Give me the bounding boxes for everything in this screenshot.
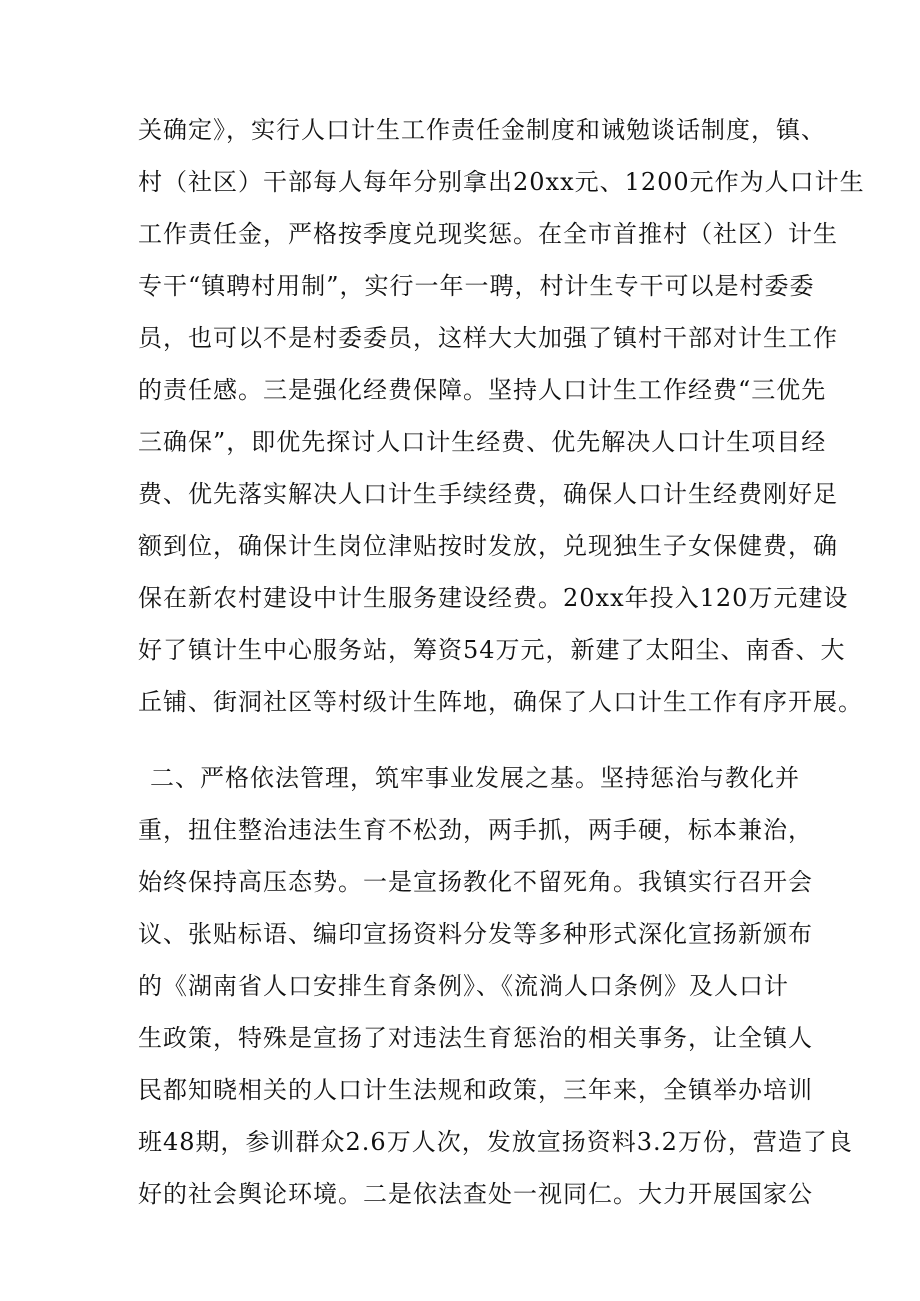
paragraph-line: 保在新农村建设中计生服务建设经费。20xx年投入120万元建设 — [138, 584, 849, 612]
paragraph-line: 重，扭住整治违法生育不松劲，两手抓，两手硬，标本兼治， — [138, 816, 813, 844]
paragraph-line: 班48期，参训群众2.6万人次，发放宣扬资料3.2万份，营造了良 — [138, 1128, 853, 1156]
paragraph-line: 费、优先落实解决人口计生手续经费，确保人口计生经费刚好足 — [138, 480, 838, 508]
paragraph-line: 三确保”，即优先探讨人口计生经费、优先解决人口计生项目经 — [138, 428, 827, 456]
paragraph-line: 生政策，特殊是宣扬了对违法生育惩治的相关事务，让全镇人 — [138, 1024, 813, 1052]
paragraph-line: 始终保持高压态势。一是宣扬教化不留死角。我镇实行召开会 — [138, 868, 813, 896]
paragraph-line: 工作责任金，严格按季度兑现奖惩。在全市首推村（社区）计生 — [138, 220, 838, 248]
paragraph-line: 的《湖南省人口安排生育条例》、《流淌人口条例》及人口计 — [138, 972, 789, 1000]
paragraph-line: 丘铺、街洞社区等村级计生阵地，确保了人口计生工作有序开展。 — [138, 688, 863, 716]
paragraph-line: 的责任感。三是强化经费保障。坚持人口计生工作经费“三优先 — [138, 376, 827, 404]
paragraph-line: 民都知晓相关的人口计生法规和政策，三年来，全镇举办培训 — [138, 1076, 813, 1104]
paragraph-line: 好的社会舆论环境。二是依法查处一视同仁。大力开展国家公 — [138, 1180, 813, 1208]
paragraph-line: 二、严格依法管理，筑牢事业发展之基。坚持惩治与教化并 — [150, 764, 800, 792]
paragraph-line: 村（社区）干部每人每年分别拿出20xx元、1200元作为人口计生 — [138, 168, 865, 196]
paragraph-line: 额到位，确保计生岗位津贴按时发放，兑现独生子女保健费，确 — [138, 532, 838, 560]
paragraph-line: 议、张贴标语、编印宣扬资料分发等多种形式深化宣扬新颁布 — [138, 920, 813, 948]
paragraph-line: 关确定》，实行人口计生工作责任金制度和诫勉谈话制度，镇、 — [138, 116, 826, 144]
paragraph-line: 好了镇计生中心服务站，筹资54万元，新建了太阳尘、南香、大 — [138, 636, 846, 664]
paragraph-line: 专干“镇聘村用制”，实行一年一聘，村计生专干可以是村委委 — [138, 272, 815, 300]
paragraph-line: 员，也可以不是村委委员，这样大大加强了镇村干部对计生工作 — [138, 324, 838, 352]
